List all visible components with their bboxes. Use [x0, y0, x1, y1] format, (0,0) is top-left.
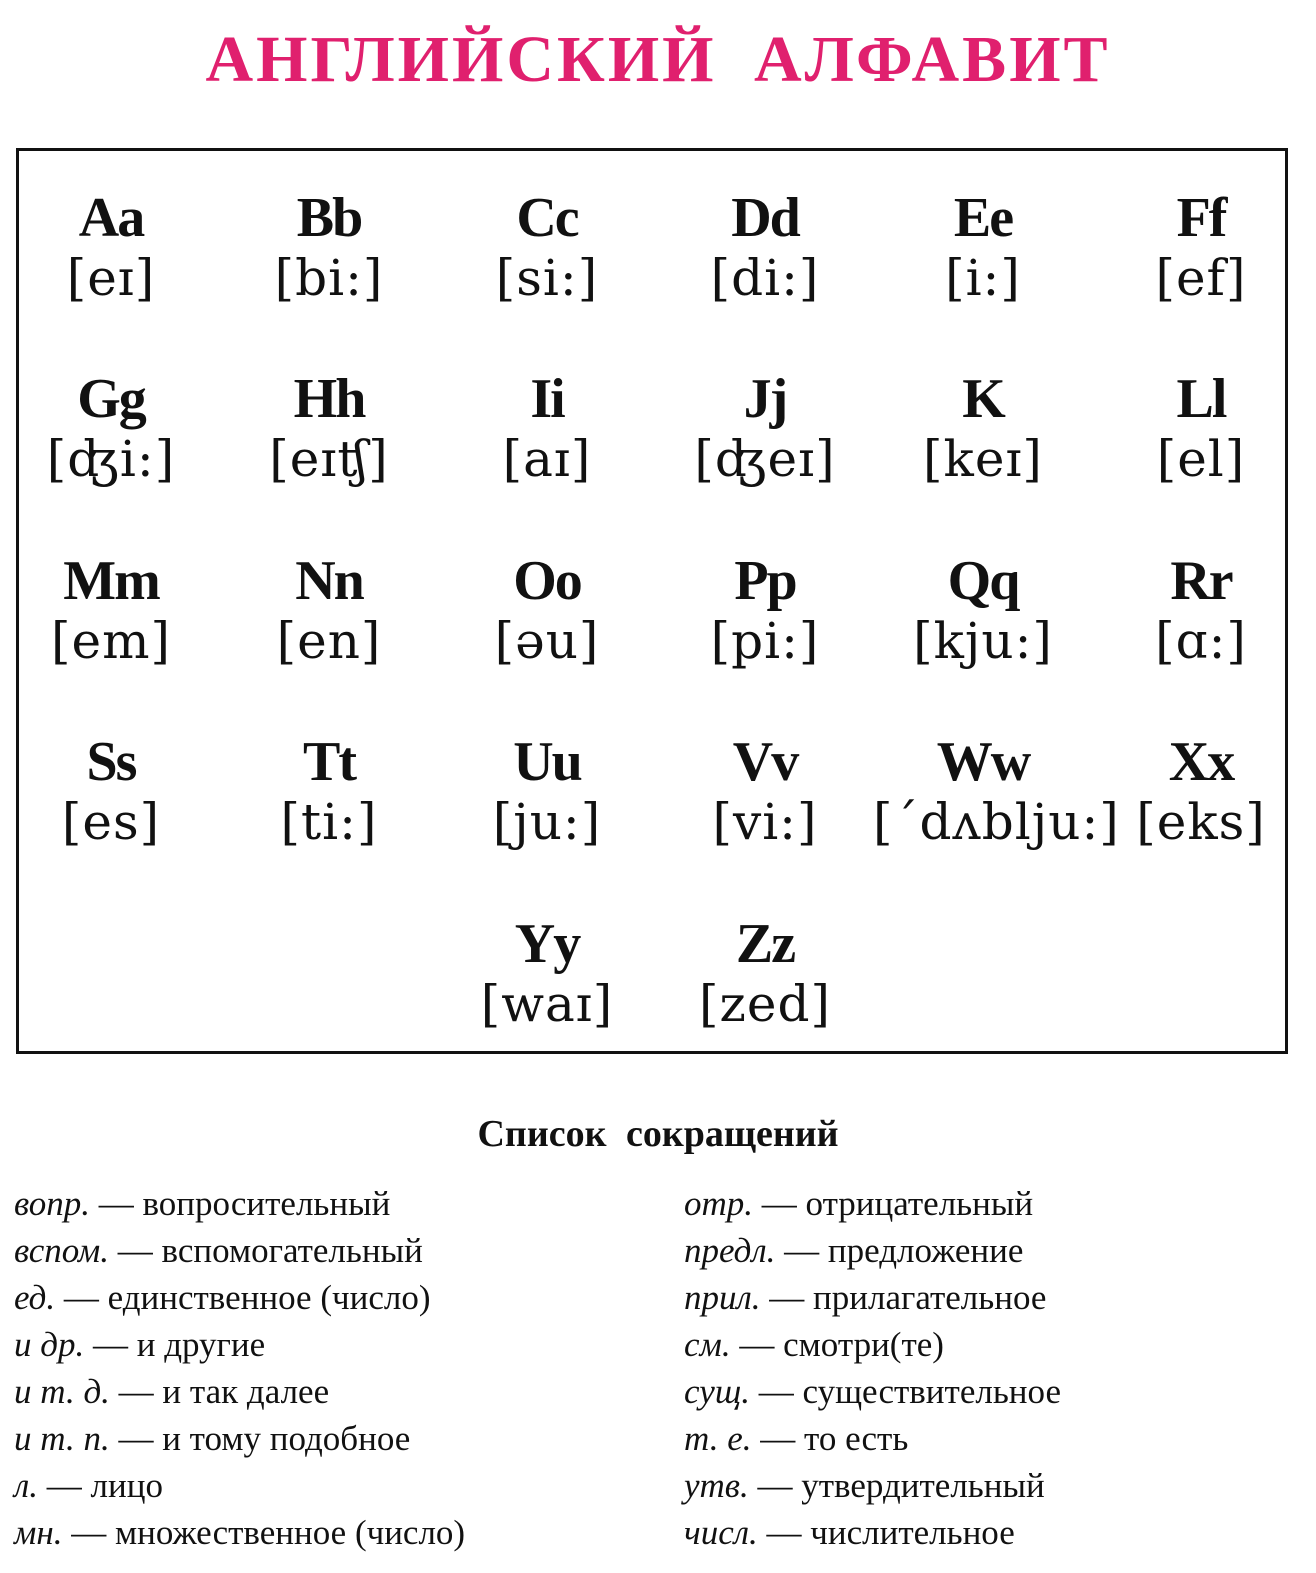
abbreviation-item — [14, 1511, 465, 1558]
phonetic-transcription: [i:] — [945, 249, 1021, 307]
letter: Hh — [293, 368, 365, 430]
letter: Aa — [78, 187, 144, 249]
abbreviation: предл. — [684, 1231, 776, 1270]
alphabet-cell-g — [1, 368, 221, 488]
phonetic-transcription: [si:] — [495, 249, 599, 307]
alphabet-cell-p — [655, 550, 875, 670]
phonetic-transcription: [ɑ:] — [1155, 612, 1247, 670]
letter: Ff — [1176, 187, 1226, 249]
phonetic-transcription: [bi:] — [274, 249, 384, 307]
phonetic-transcription: [eks] — [1136, 793, 1266, 851]
phonetic-transcription: [pi:] — [710, 612, 820, 670]
alphabet-cell-s — [1, 731, 221, 851]
abbreviation: числ. — [684, 1513, 758, 1552]
phonetic-transcription: [waɪ] — [480, 975, 614, 1033]
abbreviation-item — [14, 1182, 465, 1229]
abbreviation-meaning: — прилагательное — [769, 1278, 1047, 1317]
alphabet-cell-y — [437, 913, 657, 1033]
abbreviation-meaning: — и тому подобное — [118, 1419, 411, 1458]
phonetic-transcription: [ˊdʌblju:] — [873, 793, 1120, 851]
alphabet-cell-w — [873, 731, 1120, 851]
phonetic-transcription: [eɪ] — [66, 249, 156, 307]
alphabet-cell-n — [219, 550, 439, 670]
letter: Gg — [77, 368, 145, 430]
abbreviation-meaning: — числительное — [766, 1513, 1015, 1552]
letter: Qq — [947, 550, 1019, 612]
letter: Dd — [731, 187, 799, 249]
alphabet-cell-q — [873, 550, 1093, 670]
alphabet-cell-r — [1091, 550, 1311, 670]
phonetic-transcription: [keɪ] — [923, 430, 1043, 488]
phonetic-transcription: [en] — [276, 612, 382, 670]
letter: Bb — [296, 187, 362, 249]
abbreviation: см. — [684, 1325, 731, 1364]
alphabet-table — [16, 148, 1288, 1054]
letter: Ii — [530, 368, 564, 430]
abbreviation-meaning: — и другие — [92, 1325, 266, 1364]
letter: Pp — [734, 550, 796, 612]
phonetic-transcription: [ʤi:] — [46, 430, 176, 488]
phonetic-transcription: [em] — [50, 612, 171, 670]
letter: Ll — [1176, 368, 1226, 430]
alphabet-cell-k — [873, 368, 1093, 488]
alphabet-cell-z — [655, 913, 875, 1033]
letter: Ee — [953, 187, 1013, 249]
letter: Uu — [513, 731, 581, 793]
abbreviation-meaning: — смотри(те) — [739, 1325, 944, 1364]
abbreviation-item — [684, 1370, 1061, 1417]
abbreviation-item — [14, 1229, 465, 1276]
letter: Nn — [295, 550, 363, 612]
alphabet-cell-b — [219, 187, 439, 307]
abbreviation-item — [684, 1417, 1061, 1464]
abbreviation-item — [684, 1323, 1061, 1370]
abbreviation-meaning: — утвердительный — [757, 1466, 1045, 1505]
letter: Tt — [303, 731, 355, 793]
abbreviation-meaning: — существительное — [758, 1372, 1061, 1411]
phonetic-transcription: [ju:] — [492, 793, 602, 851]
abbreviation: т. е. — [684, 1419, 752, 1458]
abbreviation-meaning: — лицо — [46, 1466, 163, 1505]
letter: Xx — [1168, 731, 1234, 793]
alphabet-cell-h — [219, 368, 439, 488]
letter: Rr — [1170, 550, 1232, 612]
abbreviation-meaning: — отрицательный — [761, 1184, 1034, 1223]
abbreviation-meaning: — предложение — [784, 1231, 1024, 1270]
abbreviations-right-column — [684, 1182, 1061, 1558]
abbreviation-item — [14, 1323, 465, 1370]
alphabet-cell-o — [437, 550, 657, 670]
abbreviation-meaning: — то есть — [760, 1419, 909, 1458]
abbreviation-meaning: — вопросительный — [98, 1184, 391, 1223]
phonetic-transcription: [əu] — [494, 612, 600, 670]
abbreviation-meaning: — множественное (число) — [71, 1513, 466, 1552]
abbreviation: и др. — [14, 1325, 85, 1364]
letter: Yy — [514, 913, 580, 975]
alphabet-cell-c — [437, 187, 657, 307]
alphabet-cell-d — [655, 187, 875, 307]
letter: Cc — [516, 187, 578, 249]
letter: K — [962, 368, 1004, 430]
alphabet-cell-l — [1091, 368, 1311, 488]
abbreviation: вопр. — [14, 1184, 90, 1223]
phonetic-transcription: [ti:] — [280, 793, 378, 851]
page-title: АНГЛИЙСКИЙ АЛФАВИТ — [205, 23, 1111, 96]
abbreviation-item — [684, 1511, 1061, 1558]
letter: Zz — [735, 913, 795, 975]
alphabet-cell-t — [219, 731, 439, 851]
phonetic-transcription: [zed] — [699, 975, 831, 1033]
abbreviation-meaning: — вспомогательный — [117, 1231, 423, 1270]
abbreviation: и т. д. — [14, 1372, 110, 1411]
phonetic-transcription: [es] — [61, 793, 161, 851]
abbreviation: сущ. — [684, 1372, 751, 1411]
abbreviation-item — [684, 1182, 1061, 1229]
alphabet-cell-j — [655, 368, 875, 488]
abbreviation-item — [684, 1276, 1061, 1323]
abbreviation-item — [14, 1464, 465, 1511]
phonetic-transcription: [di:] — [710, 249, 820, 307]
letter: Ss — [86, 731, 136, 793]
alphabet-cell-a — [1, 187, 221, 307]
phonetic-transcription: [el] — [1156, 430, 1246, 488]
abbreviation-item — [14, 1370, 465, 1417]
alphabet-cell-i — [437, 368, 657, 488]
abbreviation: мн. — [14, 1513, 63, 1552]
alphabet-cell-m — [1, 550, 221, 670]
abbreviation-item — [14, 1276, 465, 1323]
letter: Jj — [743, 368, 787, 430]
phonetic-transcription: [vi:] — [712, 793, 818, 851]
abbreviation: утв. — [684, 1466, 749, 1505]
phonetic-transcription: [kju:] — [913, 612, 1053, 670]
abbreviation-meaning: — единственное (число) — [63, 1278, 431, 1317]
phonetic-transcription: [ef] — [1155, 249, 1247, 307]
abbreviations-left-column — [14, 1182, 465, 1558]
abbreviation: отр. — [684, 1184, 754, 1223]
phonetic-transcription: [aɪ] — [502, 430, 592, 488]
abbreviation: л. — [14, 1466, 39, 1505]
abbreviation-item — [684, 1464, 1061, 1511]
abbreviation-item — [684, 1229, 1061, 1276]
abbreviations-heading: Список сокращений — [477, 1113, 839, 1155]
abbreviation: ед. — [14, 1278, 56, 1317]
abbreviation-item — [14, 1417, 465, 1464]
alphabet-cell-f — [1091, 187, 1311, 307]
letter: Mm — [63, 550, 159, 612]
alphabet-cell-v — [655, 731, 875, 851]
abbreviation: и т. п. — [14, 1419, 110, 1458]
letter: Vv — [732, 731, 798, 793]
abbreviation: вспом. — [14, 1231, 110, 1270]
phonetic-transcription: [ʤeɪ] — [694, 430, 836, 488]
alphabet-cell-x — [1091, 731, 1311, 851]
alphabet-cell-u — [437, 731, 657, 851]
letter: Ww — [936, 731, 1030, 793]
phonetic-transcription: [eɪʧ] — [269, 430, 389, 488]
abbreviation-meaning: — и так далее — [118, 1372, 330, 1411]
abbreviation: прил. — [684, 1278, 761, 1317]
alphabet-cell-e — [873, 187, 1093, 307]
letter: Oo — [513, 550, 581, 612]
